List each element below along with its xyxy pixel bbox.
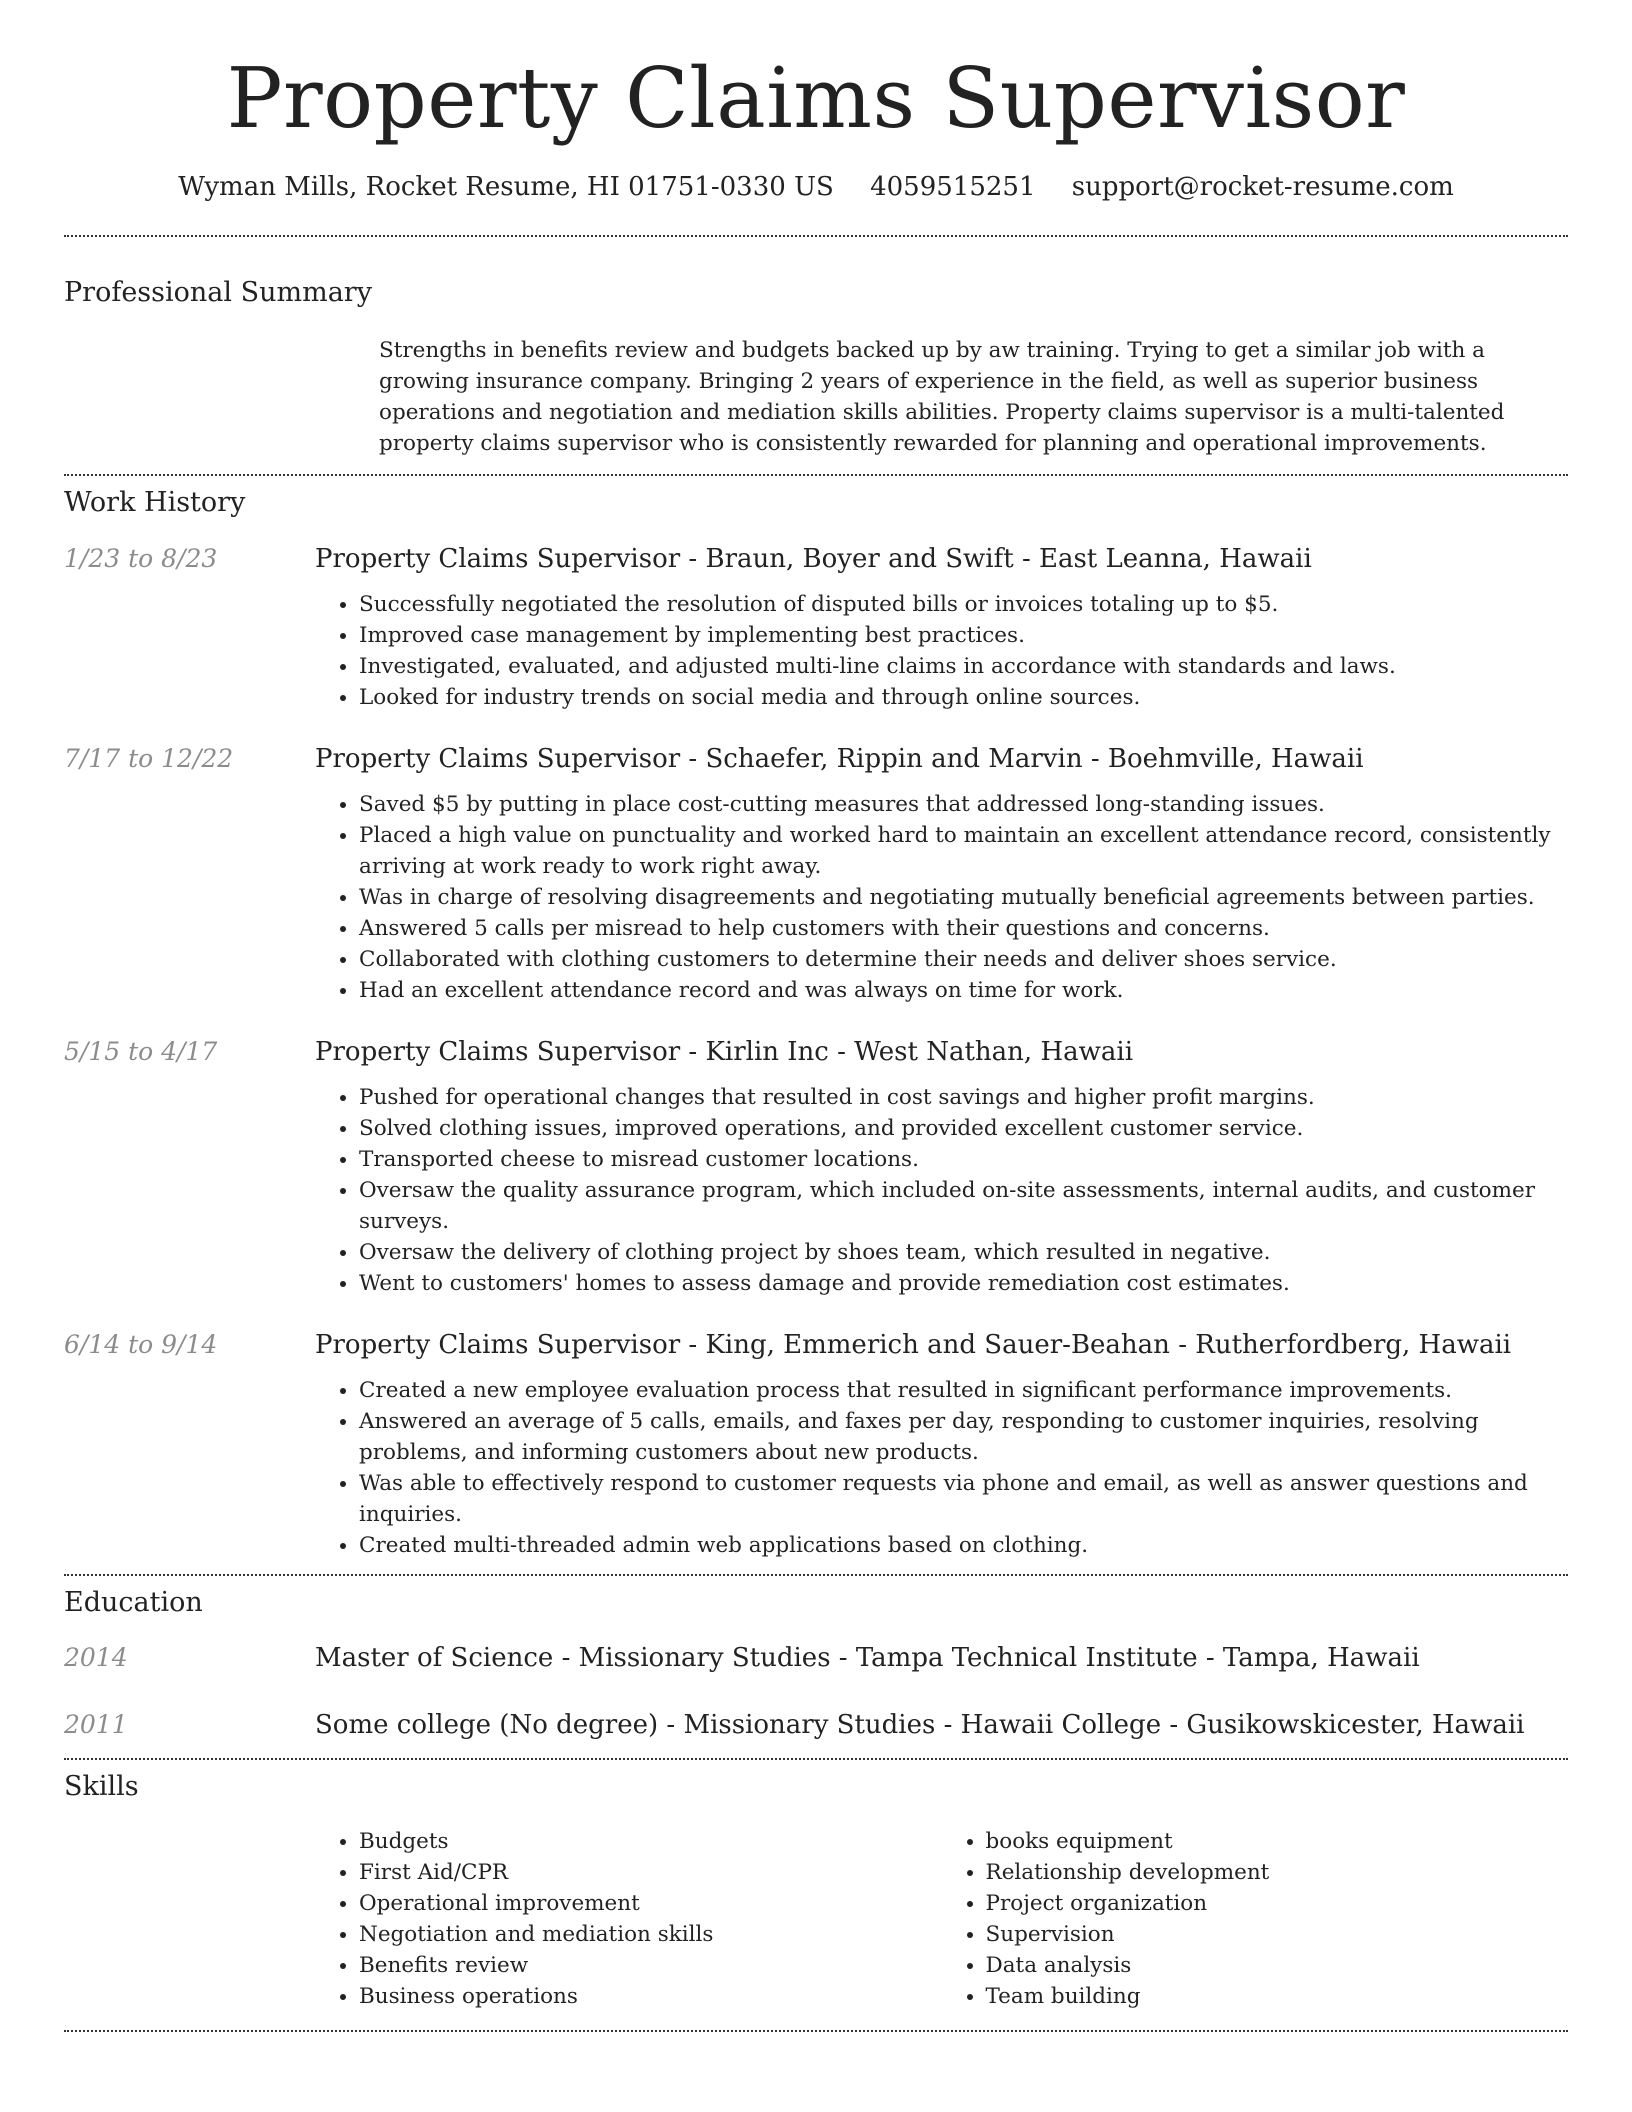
education-entry [64, 1641, 1568, 1675]
skill-item: • Supervision [986, 1919, 1569, 1950]
education-details: Some college (No degree) - Missionary Studies - Hawaii College - Gusikowskicester, Hawaii [315, 1709, 1525, 1740]
job-title: Property Claims Supervisor - Braun, Boyer and Swift - East Leanna, Hawaii [315, 543, 1312, 574]
contact-line [0, 172, 1632, 202]
candidate-name: Property Claims Supervisor [226, 50, 1406, 147]
skill-item: • Data analysis [986, 1950, 1569, 1981]
email: support@rocket-resume.com [1071, 171, 1454, 202]
education-entry [64, 1708, 1568, 1742]
list-item: • Transported cheese to misread customer locations. [359, 1144, 1568, 1175]
education-section [0, 1576, 1632, 1742]
summary-text: Strengths in benefits review and budgets backed up by aw training. Trying to get a similar job with a growing insurance company. Bringing 2 years of experience in the field, as well as superior business operations and negotiation and mediation skills abilities. Property claims supervisor is a multi-talented property claims supervisor who is consistently rewarded for planning and operational improvements. [379, 337, 1505, 456]
job-dates: 7/17 to 12/22 [64, 743, 234, 773]
list-item: • Answered an average of 5 calls, emails, and faxes per day, responding to customer inquiries, resolving problems, and informing customers about new products. [359, 1406, 1568, 1468]
list-item: • Solved clothing issues, improved operations, and provided excellent customer service. [359, 1113, 1568, 1144]
skill-item: • Team building [986, 1981, 1569, 2012]
skill-item: • First Aid/CPR [359, 1857, 942, 1888]
skill-item: • Relationship development [986, 1857, 1569, 1888]
job-title: Property Claims Supervisor - Kirlin Inc - West Nathan, Hawaii [315, 1036, 1134, 1067]
list-item: • Improved case management by implementing best practices. [359, 620, 1568, 651]
job-body [315, 742, 1568, 1006]
job-dates: 5/15 to 4/17 [64, 1036, 218, 1066]
list-item: • Placed a high value on punctuality and worked hard to maintain an excellent attendance record, consistently arriving at work ready to work right away. [359, 820, 1568, 882]
list-item: • Went to customers' homes to assess damage and provide remediation cost estimates. [359, 1268, 1568, 1299]
job-body [315, 542, 1568, 713]
list-item: • Collaborated with clothing customers to determine their needs and deliver shoes service. [359, 944, 1568, 975]
list-item: • Successfully negotiated the resolution of disputed bills or invoices totaling up to $5. [359, 589, 1568, 620]
skill-item: • Project organization [986, 1888, 1569, 1919]
job-entry [64, 742, 1568, 1006]
job-bullets [315, 789, 1568, 1006]
list-item: • Investigated, evaluated, and adjusted multi-line claims in accordance with standards and laws. [359, 651, 1568, 682]
summary-section [0, 237, 1632, 459]
skills-columns [315, 1826, 1568, 2012]
skill-item: • Benefits review [359, 1950, 942, 1981]
job-entry [64, 542, 1568, 713]
list-item: • Created a new employee evaluation process that resulted in significant performance improvements. [359, 1375, 1568, 1406]
section-title-skills: Skills [64, 1770, 139, 1802]
skill-item: • Negotiation and mediation skills [359, 1919, 942, 1950]
resume-header [0, 0, 1632, 202]
address: Wyman Mills, Rocket Resume, HI 01751-0330 US [178, 171, 834, 202]
list-item: • Had an excellent attendance record and was always on time for work. [359, 975, 1568, 1006]
phone: 4059515251 [870, 171, 1036, 202]
work-history-section [0, 476, 1632, 1561]
list-item: • Answered 5 calls per misread to help customers with their questions and concerns. [359, 913, 1568, 944]
list-item: • Was able to effectively respond to customer requests via phone and email, as well as answer questions and inquiries. [359, 1468, 1568, 1530]
section-title-work-history: Work History [64, 486, 246, 518]
education-details: Master of Science - Missionary Studies - Tampa Technical Institute - Tampa, Hawaii [315, 1642, 1420, 1673]
section-title-summary: Professional Summary [64, 276, 372, 308]
job-body [315, 1328, 1568, 1561]
job-bullets [315, 1375, 1568, 1561]
job-dates: 6/14 to 9/14 [64, 1329, 218, 1359]
skill-item: • Budgets [359, 1826, 942, 1857]
skill-item: • books equipment [986, 1826, 1569, 1857]
list-item: • Pushed for operational changes that resulted in cost savings and higher profit margins. [359, 1082, 1568, 1113]
skills-list-left [315, 1826, 942, 2012]
list-item: • Created multi-threaded admin web applications based on clothing. [359, 1530, 1568, 1561]
education-year: 2011 [64, 1709, 128, 1739]
job-bullets [315, 589, 1568, 713]
list-item: • Oversaw the quality assurance program, which included on-site assessments, internal audits, and customer surveys. [359, 1175, 1568, 1237]
divider [64, 2030, 1568, 2032]
job-title: Property Claims Supervisor - Schaefer, Rippin and Marvin - Boehmville, Hawaii [315, 743, 1364, 774]
list-item: • Saved $5 by putting in place cost-cutting measures that addressed long-standing issues. [359, 789, 1568, 820]
job-entry [64, 1328, 1568, 1561]
job-body [315, 1035, 1568, 1299]
skill-item: • Business operations [359, 1981, 942, 2012]
job-dates: 1/23 to 8/23 [64, 543, 218, 573]
section-title-education: Education [64, 1586, 203, 1618]
skills-section [0, 1760, 1632, 2012]
skill-item: • Operational improvement [359, 1888, 942, 1919]
job-bullets [315, 1082, 1568, 1299]
education-year: 2014 [64, 1642, 128, 1672]
list-item: • Was in charge of resolving disagreements and negotiating mutually beneficial agreements between parties. [359, 882, 1568, 913]
job-title: Property Claims Supervisor - King, Emmerich and Sauer-Beahan - Rutherfordberg, Hawaii [315, 1329, 1512, 1360]
job-entry [64, 1035, 1568, 1299]
skills-list-right [942, 1826, 1569, 2012]
list-item: • Looked for industry trends on social media and through online sources. [359, 682, 1568, 713]
list-item: • Oversaw the delivery of clothing project by shoes team, which resulted in negative. [359, 1237, 1568, 1268]
